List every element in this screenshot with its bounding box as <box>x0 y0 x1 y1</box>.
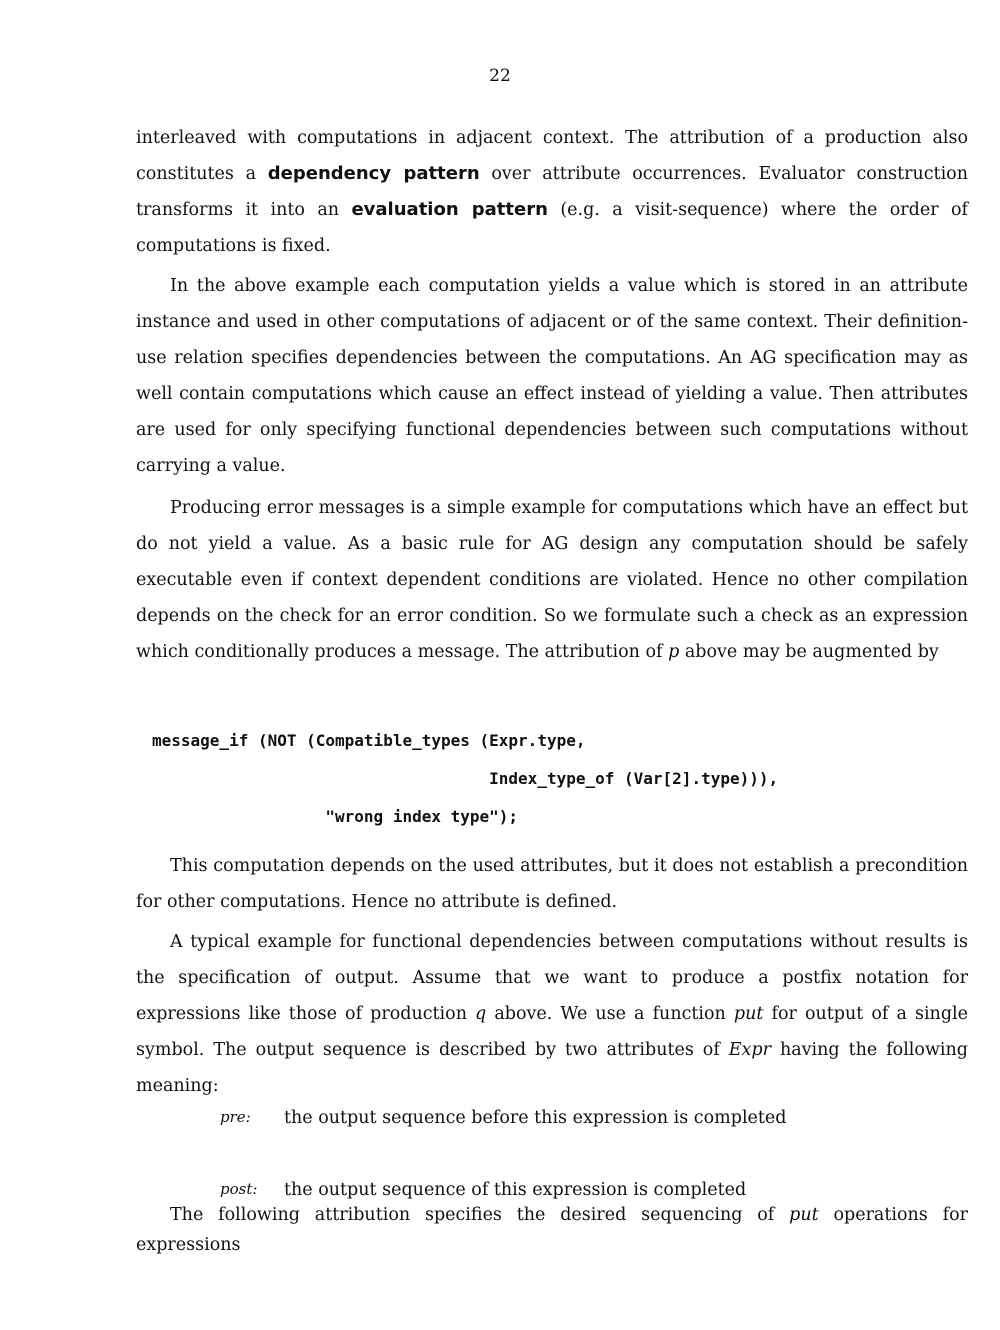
p5-math-put: put <box>733 1004 764 1024</box>
definition-term: pre: <box>220 1108 251 1126</box>
p5-text-2: above. We use a function <box>486 1004 734 1024</box>
page-number: 22 <box>489 66 511 86</box>
definition-post <box>220 1180 920 1200</box>
code-block: message_if (NOT (Compatible_types (Expr.type, Index_type_of (Var[2].type))), "wrong index type"); <box>152 731 779 826</box>
paragraph-1 <box>136 120 968 264</box>
p3-math-p: p <box>668 642 680 662</box>
definition-description: the output sequence of this expression is completed <box>284 1180 747 1200</box>
p5-text-1: A typical example for functional dependencies between computations without results is the specification of output. Assume that we want to produce a postfix notation for expressions like those of production <box>136 932 968 1024</box>
p6-text-2: operations for expressions <box>136 1205 968 1255</box>
p5-math-q: q <box>475 1004 487 1024</box>
definition-description: the output sequence before this expression is completed <box>284 1108 787 1128</box>
paragraph-3 <box>136 490 968 670</box>
p6-math-put: put <box>789 1205 819 1225</box>
p1-text-2: over attribute occurrences. Evaluator construction transforms it into an <box>136 164 968 220</box>
paragraph-5 <box>136 924 968 1104</box>
paragraph-4: This computation depends on the used attributes, but it does not establish a precondition for other computations. Hence no attribute is defined. <box>136 856 968 912</box>
p1-text-1: interleaved with computations in adjacent context. The attribution of a production also constitutes a <box>136 128 968 184</box>
paragraph-6 <box>136 1200 968 1260</box>
p1-text-3: (e.g. a visit-sequence) where the order of computations is fixed. <box>136 200 968 256</box>
p6-text-1: The following attribution specifies the desired sequencing of <box>170 1205 790 1225</box>
p1-term-dependency-pattern: dependency pattern <box>267 163 480 184</box>
p5-text-3: for output of a single symbol. The output sequence is described by two attributes of <box>136 1004 968 1060</box>
p5-math-expr: Expr <box>728 1040 771 1060</box>
paragraph-2: In the above example each computation yields a value which is stored in an attribute instance and used in other computations of adjacent or of the same context. Their definition-use relation specifies dependencies between the computations. An AG specification may as well contain computations which cause an effect instead of yielding a value. Then attributes are used for only specifying functional dependencies between such computations without carrying a value. <box>136 276 968 476</box>
p1-term-evaluation-pattern: evaluation pattern <box>351 199 548 220</box>
definition-pre <box>220 1108 920 1128</box>
p5-text-4: having the following meaning: <box>136 1040 968 1096</box>
p3-text-2: above may be augmented by <box>679 642 939 662</box>
p3-text-1: Producing error messages is a simple example for computations which have an effect but do not yield a value. As a basic rule for AG design any computation should be safely executable even if context dependent conditions are violated. Hence no other compilation depends on the check for an error condition. So we formulate such a check as an expression which conditionally produces a message. The attribution of <box>136 498 968 662</box>
definition-term: post: <box>220 1180 258 1198</box>
